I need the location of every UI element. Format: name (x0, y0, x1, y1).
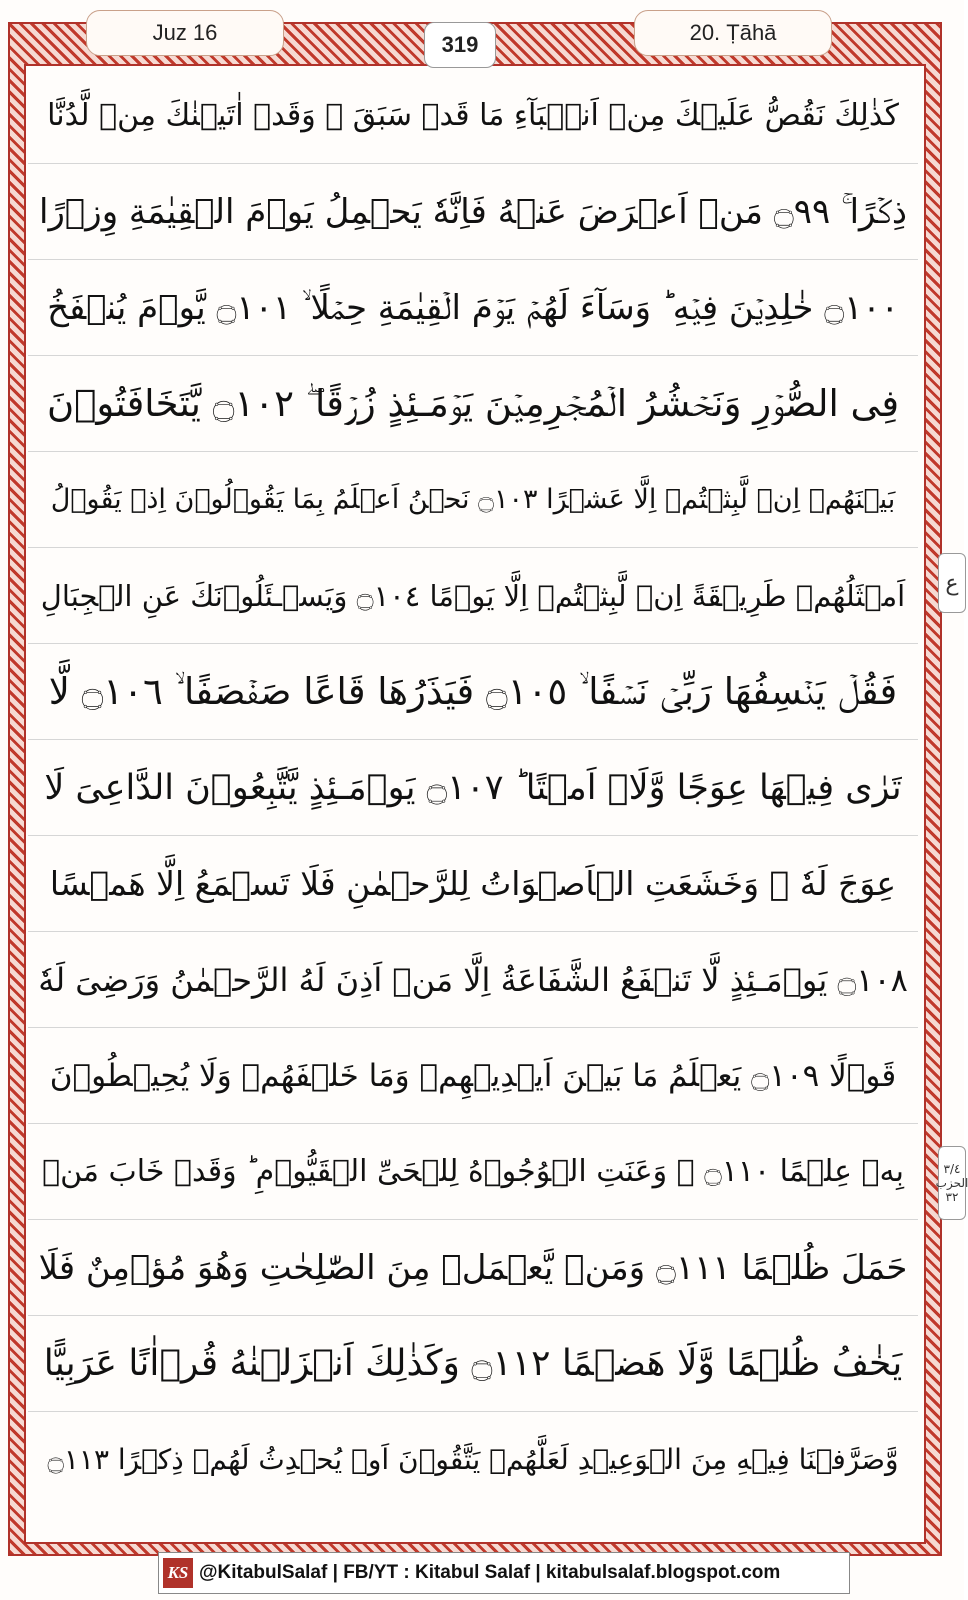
line-text: كَذٰلِكَ نَقُصُّ عَلَيۡكَ مِنۡ اَنۡۢبَآءِ مَا قَدۡ سَبَقَ ۚ وَقَدۡ اٰتَيۡنٰكَ مِنۡ لَّدُنَّا (47, 98, 899, 133)
line-text: ۝١٠٨ يَوۡمَـئِذٍ لَّا تَنۡفَعُ الشَّفَاعَةُ اِلَّا مَنۡ اَذِنَ لَهُ الرَّحۡمٰنُ وَرَضِىَ لَهٗ (38, 960, 908, 999)
line-text: وَّصَرَّفۡنَا فِيۡهِ مِنَ الۡوَعِيۡدِ لَعَلَّهُمۡ يَتَّقُوۡنَ اَوۡ يُحۡدِثُ لَهُمۡ ذِكۡرًا ۝١١٣ (47, 1443, 899, 1476)
text-line (28, 740, 918, 836)
hizb-fraction: ٣/٤ (943, 1162, 961, 1176)
text-line (28, 644, 918, 740)
text-line (28, 1220, 918, 1316)
quran-text (28, 68, 918, 1536)
hizb-label: الحزب (935, 1176, 968, 1190)
footer-credits (158, 1552, 850, 1594)
line-text: يَخٰفُ ظُلۡمًا وَّلَا هَضۡمًا ۝١١٢ وَكَذٰلِكَ اَنۡزَلۡنٰهُ قُرۡاٰنًا عَرَبِيًّا (43, 1343, 903, 1384)
text-line (28, 1028, 918, 1124)
text-line (28, 260, 918, 356)
line-text: بَيۡنَهُمۡ اِنۡ لَّبِثۡتُمۡ اِلَّا عَشۡرًا ۝١٠٣ نَحۡنُ اَعۡلَمُ بِمَا يَقُوۡلُوۡنَ اِذۡ يَقُوۡلُ (50, 484, 896, 515)
line-text: قَوۡلًا ۝١٠٩ يَعۡلَمُ مَا بَيۡنَ اَيۡدِيۡهِمۡ وَمَا خَلۡفَهُمۡ وَلَا يُحِيۡطُوۡنَ (49, 1057, 897, 1094)
text-line (28, 1316, 918, 1412)
line-text: اَمۡثَلُهُمۡ طَرِيۡقَةً اِنۡ لَّبِثۡتُمۡ اِلَّا يَوۡمًا ۝١٠٤ وَيَسۡـئَلُوۡنَكَ عَنِ الۡجِبَالِ (40, 578, 906, 613)
line-text: حَمَلَ ظُلۡمًا ۝١١١ وَمَنۡ يَّعۡمَلۡ مِنَ الصّٰلِحٰتِ وَهُوَ مُؤۡمِنٌ فَلَا (38, 1248, 908, 1288)
page-number: 319 (424, 22, 496, 68)
hizb-number: ٣٢ (945, 1190, 959, 1204)
text-line (28, 68, 918, 164)
text-line (28, 164, 918, 260)
text-line (28, 452, 918, 548)
line-text: عِوَجَ لَهٗ ۚ وَخَشَعَتِ الۡاَصۡوَاتُ لِلرَّحۡمٰنِ فَلَا تَسۡمَعُ اِلَّا هَمۡسًا (49, 864, 897, 903)
ruku-marker: ع (938, 553, 966, 613)
text-line (28, 1124, 918, 1220)
footer-text: @KitabulSalaf | FB/YT : Kitabul Salaf | kitabulsalaf.blogspot.com (199, 1562, 781, 1583)
text-line (28, 1412, 918, 1507)
surah-label: 20. Ṭāhā (634, 10, 832, 56)
ks-logo-icon: KS (163, 1558, 193, 1588)
line-text: تَرٰى فِيۡهَا عِوَجًا وَّلَاۤ اَمۡتًا ؕ ۝١٠٧ يَوۡمَـئِذٍ يَّتَّبِعُوۡنَ الدَّاعِىَ لَا (44, 767, 902, 808)
line-text: ۝١٠٠ خٰلِدِيۡنَ فِيۡهِ ؕ وَسَآءَ لَهُمۡ يَوۡمَ الۡقِيٰمَةِ حِمۡلًا ۙ ۝١٠١ يَّوۡمَ يُنۡفَخُ (47, 288, 899, 328)
line-text: ذِكۡرًا ۚ ۝٩٩ مَنۡ اَعۡرَضَ عَنۡهُ فَاِنَّهٗ يَحۡمِلُ يَوۡمَ الۡقِيٰمَةِ وِزۡرًا (39, 192, 907, 232)
line-text: فَقُلۡ يَنۡسِفُهَا رَبِّىۡ نَسۡفًا ۙ ۝١٠٥ فَيَذَرُهَا قَاعًا صَفۡصَفًا ۙ ۝١٠٦ لَّا (48, 669, 898, 713)
line-text: فِى الصُّوۡرِ وَنَحۡشُرُ الۡمُجۡرِمِيۡنَ يَوۡمَـئِذٍ زُرۡقًا ۖ ۝١٠٢ يَّتَخَافَتُوۡنَ (46, 381, 900, 425)
text-line (28, 548, 918, 644)
juz-label: Juz 16 (86, 10, 284, 56)
text-line (28, 836, 918, 932)
hizb-marker (935, 1146, 968, 1220)
line-text: بِهٖ عِلۡمًا ۝١١٠ ۞ وَعَنَتِ الۡوُجُوۡهُ لِلۡحَىِّ الۡقَيُّوۡمِ ؕ وَقَدۡ خَابَ مَنۡ (42, 1154, 904, 1189)
text-line (28, 356, 918, 452)
text-line (28, 932, 918, 1028)
